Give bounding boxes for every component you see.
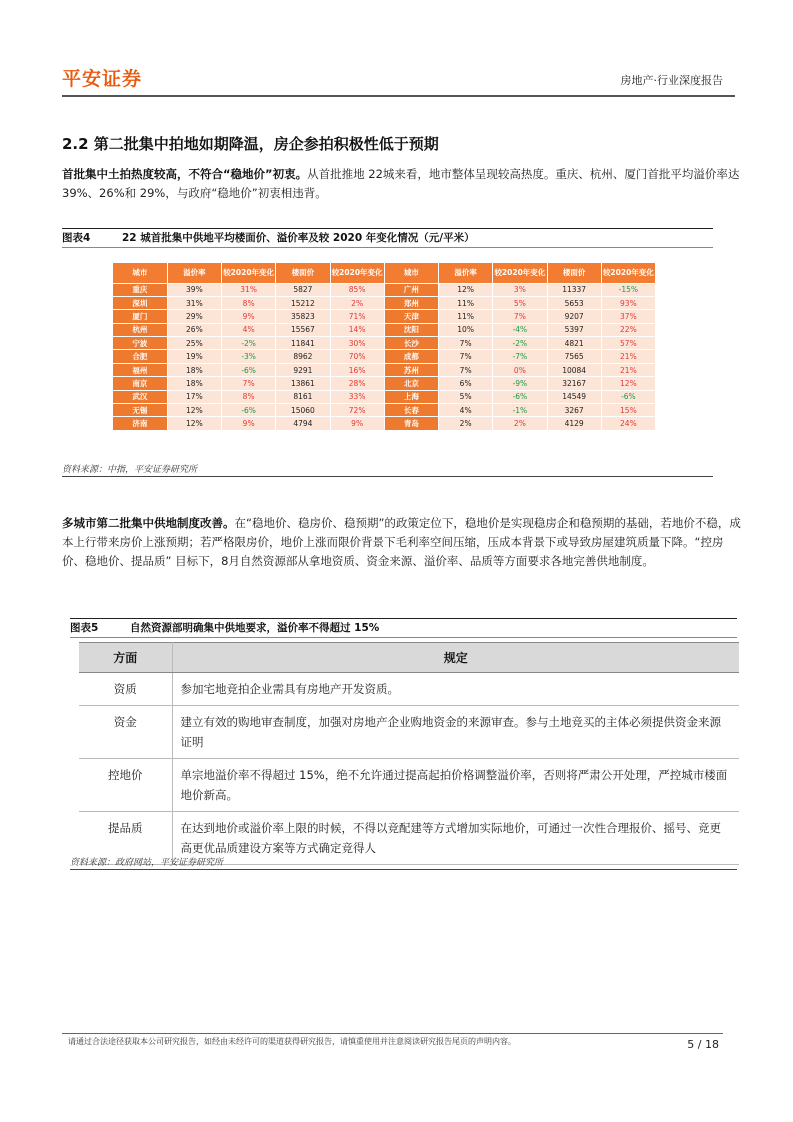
- header-rule: 规定: [172, 643, 739, 673]
- table-cell: 7565: [547, 350, 601, 363]
- footer-disclaimer: 请通过合法途径获取本公司研究报告，如经由未经许可的渠道获得研究报告，请慎重使用并注意阅读研究报告尾页的声明内容。: [68, 1037, 516, 1046]
- city-cell: 青岛: [384, 417, 438, 430]
- table-cell: -4%: [493, 323, 547, 336]
- table-cell: 35823: [276, 310, 330, 323]
- city-cell: 成都: [384, 350, 438, 363]
- table-cell: 28%: [330, 377, 384, 390]
- table-cell: 39%: [167, 283, 221, 296]
- table-cell: 15%: [601, 404, 655, 417]
- city-cell: 沈阳: [384, 323, 438, 336]
- table-header-cell: 城市: [384, 263, 438, 283]
- table-cell: 5%: [439, 390, 493, 403]
- figure4-table-container: [113, 263, 656, 430]
- table-cell: -6%: [222, 363, 276, 376]
- city-cell: 济南: [113, 417, 167, 430]
- table-cell: 57%: [601, 337, 655, 350]
- land-price-table-header: [113, 263, 656, 283]
- city-cell: 重庆: [113, 283, 167, 296]
- table-cell: -6%: [493, 390, 547, 403]
- table-header-cell: 较2020年变化: [493, 263, 547, 283]
- requirement-row: [79, 673, 739, 706]
- table-cell: 18%: [167, 363, 221, 376]
- table-header-cell: 较2020年变化: [330, 263, 384, 283]
- table-cell: 72%: [330, 404, 384, 417]
- table-cell: 12%: [167, 404, 221, 417]
- table-cell: 31%: [222, 283, 276, 296]
- paragraph-body: 从首批推地 22城来看，地市整体呈现较高热度。重庆、杭州、厦门首批平均溢价率达 39%、26%和 29%，与政府“稳地价”初衷相违背。: [62, 167, 740, 200]
- table-cell: 7%: [439, 363, 493, 376]
- table-cell: -3%: [222, 350, 276, 363]
- table-header-cell: 溢价率: [167, 263, 221, 283]
- table-cell: 14%: [330, 323, 384, 336]
- table-cell: 9207: [547, 310, 601, 323]
- figure4-number: 图表4: [62, 232, 91, 244]
- table-cell: -9%: [493, 377, 547, 390]
- city-cell: 郑州: [384, 296, 438, 309]
- table-cell: 5827: [276, 283, 330, 296]
- table-cell: 5653: [547, 296, 601, 309]
- header-divider: [62, 95, 735, 97]
- table-header-cell: 楼面价: [547, 263, 601, 283]
- table-cell: 11841: [276, 337, 330, 350]
- city-cell: 宁波: [113, 337, 167, 350]
- figure4-title: 22 城首批集中供地平均楼面价、溢价率及较 2020 年变化情况（元/平米）: [122, 232, 475, 244]
- requirement-row: [79, 706, 739, 759]
- figure4-source: 资料来源：中指，平安证券研究所: [62, 465, 198, 475]
- figure5-caption: [70, 618, 737, 638]
- table-cell: 8%: [222, 390, 276, 403]
- figure4-bottom-rule: [62, 476, 713, 477]
- table-cell: 70%: [330, 350, 384, 363]
- table-cell: 25%: [167, 337, 221, 350]
- city-cell: 南京: [113, 377, 167, 390]
- table-cell: 12%: [601, 377, 655, 390]
- city-cell: 福州: [113, 363, 167, 376]
- table-cell: -1%: [493, 404, 547, 417]
- table-cell: 21%: [601, 350, 655, 363]
- table-cell: 2%: [439, 417, 493, 430]
- table-cell: 26%: [167, 323, 221, 336]
- table-cell: 2%: [330, 296, 384, 309]
- table-cell: 85%: [330, 283, 384, 296]
- table-cell: 29%: [167, 310, 221, 323]
- table-header-cell: 较2020年变化: [601, 263, 655, 283]
- table-cell: 9291: [276, 363, 330, 376]
- city-cell: 深圳: [113, 296, 167, 309]
- city-cell: 长沙: [384, 337, 438, 350]
- paragraph-lead: 首批集中土拍热度较高，不符合“稳地价”初衷。: [62, 167, 308, 181]
- figure5-table-container: [79, 642, 739, 865]
- table-cell: 7%: [439, 350, 493, 363]
- requirement-text: 建立有效的购地审查制度，加强对房地产企业购地资金的来源审查。参与土地竞买的主体必须提供资金来源证明: [172, 706, 739, 759]
- requirements-table: [79, 642, 739, 865]
- section-title: 2.2 第二批集中拍地如期降温，房企参拍积极性低于预期: [62, 135, 439, 153]
- table-cell: -6%: [601, 390, 655, 403]
- requirement-row: [79, 759, 739, 812]
- table-cell: 18%: [167, 377, 221, 390]
- table-cell: -6%: [222, 404, 276, 417]
- table-cell: 11%: [439, 296, 493, 309]
- table-cell: 13861: [276, 377, 330, 390]
- table-cell: 4%: [439, 404, 493, 417]
- table-cell: -7%: [493, 350, 547, 363]
- paragraph-body: 在“稳地价、稳房价、稳预期”的政策定位下，稳地价是实现稳房企和稳预期的基础，若地价不稳，成本上行带来房价上涨预期；若严格限房价，地价上涨而限价背景下毛利率空间压缩，压成本背景下或导致房屋建筑质量下降。“控房价、稳地价、提品质” 目标下，8月自然资源部从拿地资质、资金来源、溢价率、品质等方面要求各地完善供地制度。: [62, 516, 741, 568]
- requirement-aspect: 资质: [79, 673, 172, 706]
- table-cell: 7%: [222, 377, 276, 390]
- figure5-source: 资料来源：政府网站，平安证券研究所: [70, 858, 224, 868]
- table-cell: 71%: [330, 310, 384, 323]
- requirement-aspect: 提品质: [79, 812, 172, 865]
- table-cell: 9%: [330, 417, 384, 430]
- figure5-title: 自然资源部明确集中供地要求，溢价率不得超过 15%: [130, 622, 380, 634]
- table-header-cell: 城市: [113, 263, 167, 283]
- city-cell: 无锡: [113, 404, 167, 417]
- table-cell: 93%: [601, 296, 655, 309]
- table-row: [113, 337, 656, 350]
- table-cell: 3%: [493, 283, 547, 296]
- table-cell: 4%: [222, 323, 276, 336]
- table-cell: 16%: [330, 363, 384, 376]
- table-cell: 12%: [167, 417, 221, 430]
- table-cell: 37%: [601, 310, 655, 323]
- table-row: [113, 283, 656, 296]
- table-row: [113, 404, 656, 417]
- table-cell: 5%: [493, 296, 547, 309]
- table-row: [113, 296, 656, 309]
- table-cell: 32167: [547, 377, 601, 390]
- requirements-table-header: [79, 643, 739, 673]
- requirement-aspect: 资金: [79, 706, 172, 759]
- table-cell: 2%: [493, 417, 547, 430]
- table-row: [113, 310, 656, 323]
- paragraph-lead: 多城市第二批集中供地制度改善。: [62, 516, 235, 530]
- table-cell: 8962: [276, 350, 330, 363]
- table-cell: 30%: [330, 337, 384, 350]
- table-cell: -15%: [601, 283, 655, 296]
- paragraph-first-batch: [62, 165, 742, 203]
- requirement-text: 在达到地价或溢价率上限的时候，不得以竞配建等方式增加实际地价，可通过一次性合理报价、摇号、竞更高更优品质建设方案等方式确定竞得人: [172, 812, 739, 865]
- table-cell: 21%: [601, 363, 655, 376]
- table-row: [113, 390, 656, 403]
- table-row: [113, 363, 656, 376]
- figure4-caption: [62, 228, 713, 248]
- table-cell: 6%: [439, 377, 493, 390]
- requirement-text: 单宗地溢价率不得超过 15%，绝不允许通过提高起拍价格调整溢价率，否则将严肃公开处理，严控城市楼面地价新高。: [172, 759, 739, 812]
- company-logo: 平安证券: [62, 68, 143, 90]
- table-cell: 3267: [547, 404, 601, 417]
- table-cell: -2%: [493, 337, 547, 350]
- requirement-aspect: 控地价: [79, 759, 172, 812]
- table-cell: 10084: [547, 363, 601, 376]
- table-cell: 17%: [167, 390, 221, 403]
- table-cell: 7%: [439, 337, 493, 350]
- table-cell: 22%: [601, 323, 655, 336]
- table-cell: 4794: [276, 417, 330, 430]
- table-row: [113, 417, 656, 430]
- table-cell: 9%: [222, 417, 276, 430]
- city-cell: 苏州: [384, 363, 438, 376]
- city-cell: 杭州: [113, 323, 167, 336]
- city-cell: 天津: [384, 310, 438, 323]
- table-cell: 15567: [276, 323, 330, 336]
- requirement-text: 参加宅地竞拍企业需具有房地产开发资质。: [172, 673, 739, 706]
- table-cell: 8%: [222, 296, 276, 309]
- table-cell: 15212: [276, 296, 330, 309]
- table-cell: 11337: [547, 283, 601, 296]
- page-number: 5 / 18: [687, 1038, 719, 1051]
- table-cell: 4821: [547, 337, 601, 350]
- table-cell: 10%: [439, 323, 493, 336]
- table-cell: 7%: [493, 310, 547, 323]
- figure5-number: 图表5: [70, 622, 99, 634]
- city-cell: 长春: [384, 404, 438, 417]
- table-row: [113, 323, 656, 336]
- table-header-cell: 溢价率: [439, 263, 493, 283]
- table-header-cell: 较2020年变化: [222, 263, 276, 283]
- city-cell: 广州: [384, 283, 438, 296]
- table-cell: 8161: [276, 390, 330, 403]
- city-cell: 厦门: [113, 310, 167, 323]
- table-cell: 15060: [276, 404, 330, 417]
- land-price-table: [113, 263, 656, 430]
- table-cell: 5397: [547, 323, 601, 336]
- city-cell: 北京: [384, 377, 438, 390]
- report-type-label: 房地产·行业深度报告: [620, 74, 723, 87]
- table-row: [113, 377, 656, 390]
- table-cell: 0%: [493, 363, 547, 376]
- table-cell: 12%: [439, 283, 493, 296]
- city-cell: 上海: [384, 390, 438, 403]
- table-cell: 11%: [439, 310, 493, 323]
- table-cell: 31%: [167, 296, 221, 309]
- table-cell: 24%: [601, 417, 655, 430]
- table-cell: -2%: [222, 337, 276, 350]
- city-cell: 武汉: [113, 390, 167, 403]
- table-cell: 9%: [222, 310, 276, 323]
- table-cell: 19%: [167, 350, 221, 363]
- figure5-bottom-rule: [70, 869, 737, 870]
- city-cell: 合肥: [113, 350, 167, 363]
- table-cell: 33%: [330, 390, 384, 403]
- table-cell: 4129: [547, 417, 601, 430]
- header-aspect: 方面: [79, 643, 172, 673]
- table-row: [113, 350, 656, 363]
- table-cell: 14549: [547, 390, 601, 403]
- table-header-cell: 楼面价: [276, 263, 330, 283]
- paragraph-second-batch: [62, 514, 742, 571]
- footer-divider: [62, 1033, 723, 1034]
